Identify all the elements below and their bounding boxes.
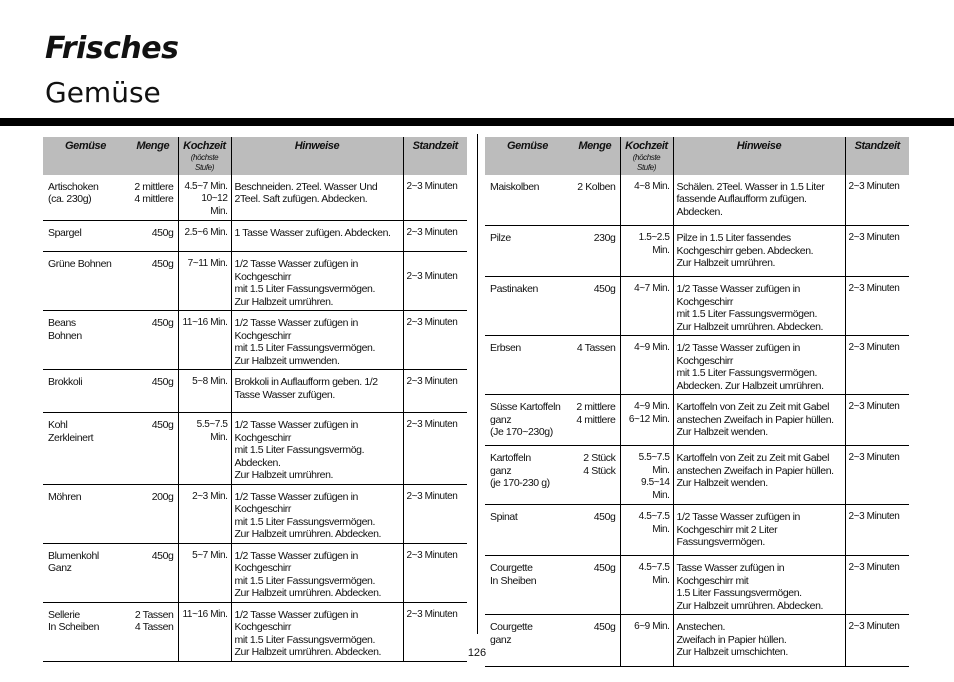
standing-time: 2~3 Minuten xyxy=(406,490,458,502)
header-gemuese: Gemüse xyxy=(485,137,570,175)
instructions: 1/2 Tasse Wasser zufügen in Kochgeschirr mit 1.5 Liter Fassungsvermögen. Zur Halbzeit umrühren. Abdecken. xyxy=(231,543,403,602)
table-row xyxy=(485,175,909,226)
page-subtitle: Gemüse xyxy=(45,76,161,109)
page-number: 126 xyxy=(467,647,487,659)
vegetable-name: Spinat xyxy=(490,511,518,523)
quantity: 2 Kolben xyxy=(577,180,616,193)
vegetable-name: Kohl Zerkleinert xyxy=(48,419,94,444)
cooking-time: 5.5~7.5 Min. xyxy=(178,413,231,485)
table-row xyxy=(43,370,467,413)
table-row xyxy=(485,277,909,336)
page-title: Frisches xyxy=(45,31,179,66)
cooking-time: 4~9 Min. 6~12 Min. xyxy=(620,395,673,446)
header-kochzeit-label: Kochzeit xyxy=(625,140,668,152)
standing-time: 2~3 Minuten xyxy=(848,452,900,463)
vegetable-table-left xyxy=(43,137,467,662)
vegetable-name: Süsse Kartoffeln ganz (Je 170~230g) xyxy=(490,401,561,438)
cooking-time: 6~9 Min. xyxy=(620,615,673,667)
vegetable-name: Pilze xyxy=(490,232,511,244)
instructions: Beschneiden. 2Teel. Wasser Und 2Teel. Saft zufügen. Abdecken. xyxy=(231,175,403,221)
header-menge: Menge xyxy=(128,137,178,175)
header-hinweise: Hinweise xyxy=(231,137,403,175)
instructions: 1 Tasse Wasser zufügen. Abdecken. xyxy=(231,221,403,252)
vegetable-name: Brokkoli xyxy=(48,376,83,388)
header-kochzeit-label: Kochzeit xyxy=(183,140,226,152)
quantity: 200g xyxy=(151,490,174,503)
cooking-time: 2~3 Min. xyxy=(178,484,231,543)
standing-time: 2~3 Minuten xyxy=(406,549,458,561)
header-kochzeit xyxy=(620,137,673,175)
standing-time: 2~3 Minuten xyxy=(848,401,900,412)
quantity: 450g xyxy=(593,562,616,574)
table-header-row xyxy=(43,137,467,175)
standing-time: 2~3 Minuten xyxy=(406,227,458,238)
vegetable-name: Sellerie In Scheiben xyxy=(48,608,100,633)
standing-time: 2~3 Minuten xyxy=(848,232,900,243)
cooking-time: 4.5~7.5 Min. xyxy=(620,505,673,556)
cooking-time: 1.5~2.5 Min. xyxy=(620,226,673,277)
quantity: 450g xyxy=(151,317,174,329)
instructions: 1/2 Tasse Wasser zufügen in Kochgeschirr mit 1.5 Liter Fassungsvermögen. Zur Halbzeit umrühren. Abdecken. xyxy=(673,277,845,336)
table-row xyxy=(485,446,909,505)
cooking-time: 11~16 Min. xyxy=(178,311,231,370)
vegetable-name: Pastinaken xyxy=(490,283,538,295)
header-menge: Menge xyxy=(570,137,620,175)
vegetable-name: Courgette ganz xyxy=(490,621,533,646)
cooking-time: 11~16 Min. xyxy=(178,602,231,661)
instructions: 1/2 Tasse Wasser zufügen in Kochgeschirr mit 1.5 Liter Fassungsvermögen. Abdecken. Zur Halbzeit umrühren. xyxy=(673,336,845,395)
table-row xyxy=(43,484,467,543)
quantity: 450g xyxy=(151,376,174,388)
header-hinweise: Hinweise xyxy=(673,137,845,175)
instructions: Schälen. 2Teel. Wasser in 1.5 Liter fassende Auflaufform zufügen. Abdecken. xyxy=(673,175,845,226)
quantity: 2 Stück 4 Stück xyxy=(583,452,616,477)
instructions: 1/2 Tasse Wasser zufügen in Kochgeschirr mit 1.5 Liter Fassungsvermögen. Zur Halbzeit umrühren. Abdecken. xyxy=(231,484,403,543)
vegetable-name: Beans Bohnen xyxy=(48,317,82,342)
vegetable-name: Kartoffeln ganz (je 170-230 g) xyxy=(490,452,550,489)
cooking-time: 4~7 Min. xyxy=(620,277,673,336)
quantity: 450g xyxy=(151,549,174,562)
standing-time: 2~3 Minuten xyxy=(406,608,458,620)
instructions: 1/2 Tasse Wasser zufügen in Kochgeschirr mit 2 Liter Fassungsvermögen. xyxy=(673,505,845,556)
table-row xyxy=(485,226,909,277)
standing-time: 2~3 Minuten xyxy=(406,180,458,192)
table-row xyxy=(485,336,909,395)
header-gemuese: Gemüse xyxy=(43,137,128,175)
standing-time: 2~3 Minuten xyxy=(406,376,458,387)
header-standzeit: Standzeit xyxy=(403,137,467,175)
cooking-time: 4~9 Min. xyxy=(620,336,673,395)
vegetable-name: Artischoken (ca. 230g) xyxy=(48,180,99,205)
header-rule xyxy=(0,118,954,126)
cooking-time: 2.5~6 Min. xyxy=(178,221,231,252)
table-row xyxy=(485,505,909,556)
instructions: Pilze in 1.5 Liter fassendes Kochgeschirr geben. Abdecken. Zur Halbzeit umrühren. xyxy=(673,226,845,277)
vegetable-name: Blumenkohl Ganz xyxy=(48,549,99,574)
vegetable-name: Grüne Bohnen xyxy=(48,258,112,270)
table-row xyxy=(43,311,467,370)
quantity: 450g xyxy=(593,283,616,295)
table-header-row xyxy=(485,137,909,175)
table-row xyxy=(43,175,467,221)
instructions: Tasse Wasser zufügen in Kochgeschirr mit 1.5 Liter Fassungsvermögen. Zur Halbzeit umrühren. Abdecken. xyxy=(673,556,845,615)
cooking-time: 5.5~7.5 Min. 9.5~14 Min. xyxy=(620,446,673,505)
table-row xyxy=(485,556,909,615)
header-kochzeit-sub: (höchste Stufe) xyxy=(190,152,219,172)
standing-time: 2~3 Minuten xyxy=(406,419,458,430)
vegetable-name: Maiskolben xyxy=(490,180,540,193)
standing-time: 2~3 Minuten xyxy=(848,511,900,522)
standing-time: 2~3 Minuten xyxy=(848,621,900,632)
instructions: 1/2 Tasse Wasser zufügen in Kochgeschirr mit 1.5 Liter Fassungsvermögen. Zur Halbzeit umrühren. Abdecken. xyxy=(231,602,403,661)
cooking-time: 4~8 Min. xyxy=(620,175,673,226)
quantity: 2 Tassen 4 Tassen xyxy=(134,608,174,633)
standing-time: 2~3 Minuten xyxy=(848,342,900,353)
table-row xyxy=(43,252,467,311)
standing-time: 2~3 Minuten xyxy=(406,270,458,282)
cooking-time: 4.5~7.5 Min. xyxy=(620,556,673,615)
cooking-time: 7~11 Min. xyxy=(178,252,231,311)
header-kochzeit xyxy=(178,137,231,175)
cooking-time: 5~7 Min. xyxy=(178,543,231,602)
quantity: 2 mittlere 4 mittlere xyxy=(576,401,616,426)
instructions: Kartoffeln von Zeit zu Zeit mit Gabel anstechen Zweifach in Papier hüllen. Zur Halbzeit wenden. xyxy=(673,395,845,446)
instructions: 1/2 Tasse Wasser zufügen in Kochgeschirr mit 1.5 Liter Fassungsvermögen. Zur Halbzeit umrühren. xyxy=(231,252,403,311)
quantity: 450g xyxy=(151,258,174,270)
instructions: 1/2 Tasse Wasser zufügen in Kochgeschirr mit 1.5 Liter Fassungsvermög. Abdecken. Zur Halbzeit umrühren. xyxy=(231,413,403,485)
vegetable-name: Möhren xyxy=(48,490,82,503)
quantity: 230g xyxy=(593,232,616,244)
standing-time: 2~3 Minuten xyxy=(848,283,900,294)
quantity: 450g xyxy=(151,419,174,431)
standing-time: 2~3 Minuten xyxy=(406,317,458,328)
instructions: Anstechen. Zweifach in Papier hüllen. Zur Halbzeit umschichten. xyxy=(673,615,845,667)
quantity: 4 Tassen xyxy=(576,342,616,354)
table-row xyxy=(43,413,467,485)
instructions: Kartoffeln von Zeit zu Zeit mit Gabel anstechen Zweifach in Papier hüllen. Zur Halbzeit wenden. xyxy=(673,446,845,505)
vegetable-name: Courgette In Sheiben xyxy=(490,562,537,587)
instructions: 1/2 Tasse Wasser zufügen in Kochgeschirr mit 1.5 Liter Fassungsvermögen. Zur Halbzeit umwenden. xyxy=(231,311,403,370)
header-standzeit: Standzeit xyxy=(845,137,909,175)
quantity: 450g xyxy=(593,621,616,633)
vegetable-name: Spargel xyxy=(48,227,82,239)
vegetable-table-right xyxy=(485,137,909,667)
table-row xyxy=(43,221,467,252)
table-row xyxy=(485,395,909,446)
standing-time: 2~3 Minuten xyxy=(848,562,900,573)
standing-time: 2~3 Minuten xyxy=(848,180,900,192)
header-kochzeit-sub: (höchste Stufe) xyxy=(632,152,661,172)
vegetable-name: Erbsen xyxy=(490,342,521,354)
quantity: 2 mittlere 4 mittlere xyxy=(134,180,174,205)
cooking-time: 4.5~7 Min. 10~12 Min. xyxy=(178,175,231,221)
column-divider xyxy=(477,134,478,634)
table-row xyxy=(43,543,467,602)
quantity: 450g xyxy=(151,227,174,239)
cooking-time: 5~8 Min. xyxy=(178,370,231,413)
quantity: 450g xyxy=(593,511,616,523)
instructions: Brokkoli in Auflaufform geben. 1/2 Tasse Wasser zufügen. xyxy=(231,370,403,413)
